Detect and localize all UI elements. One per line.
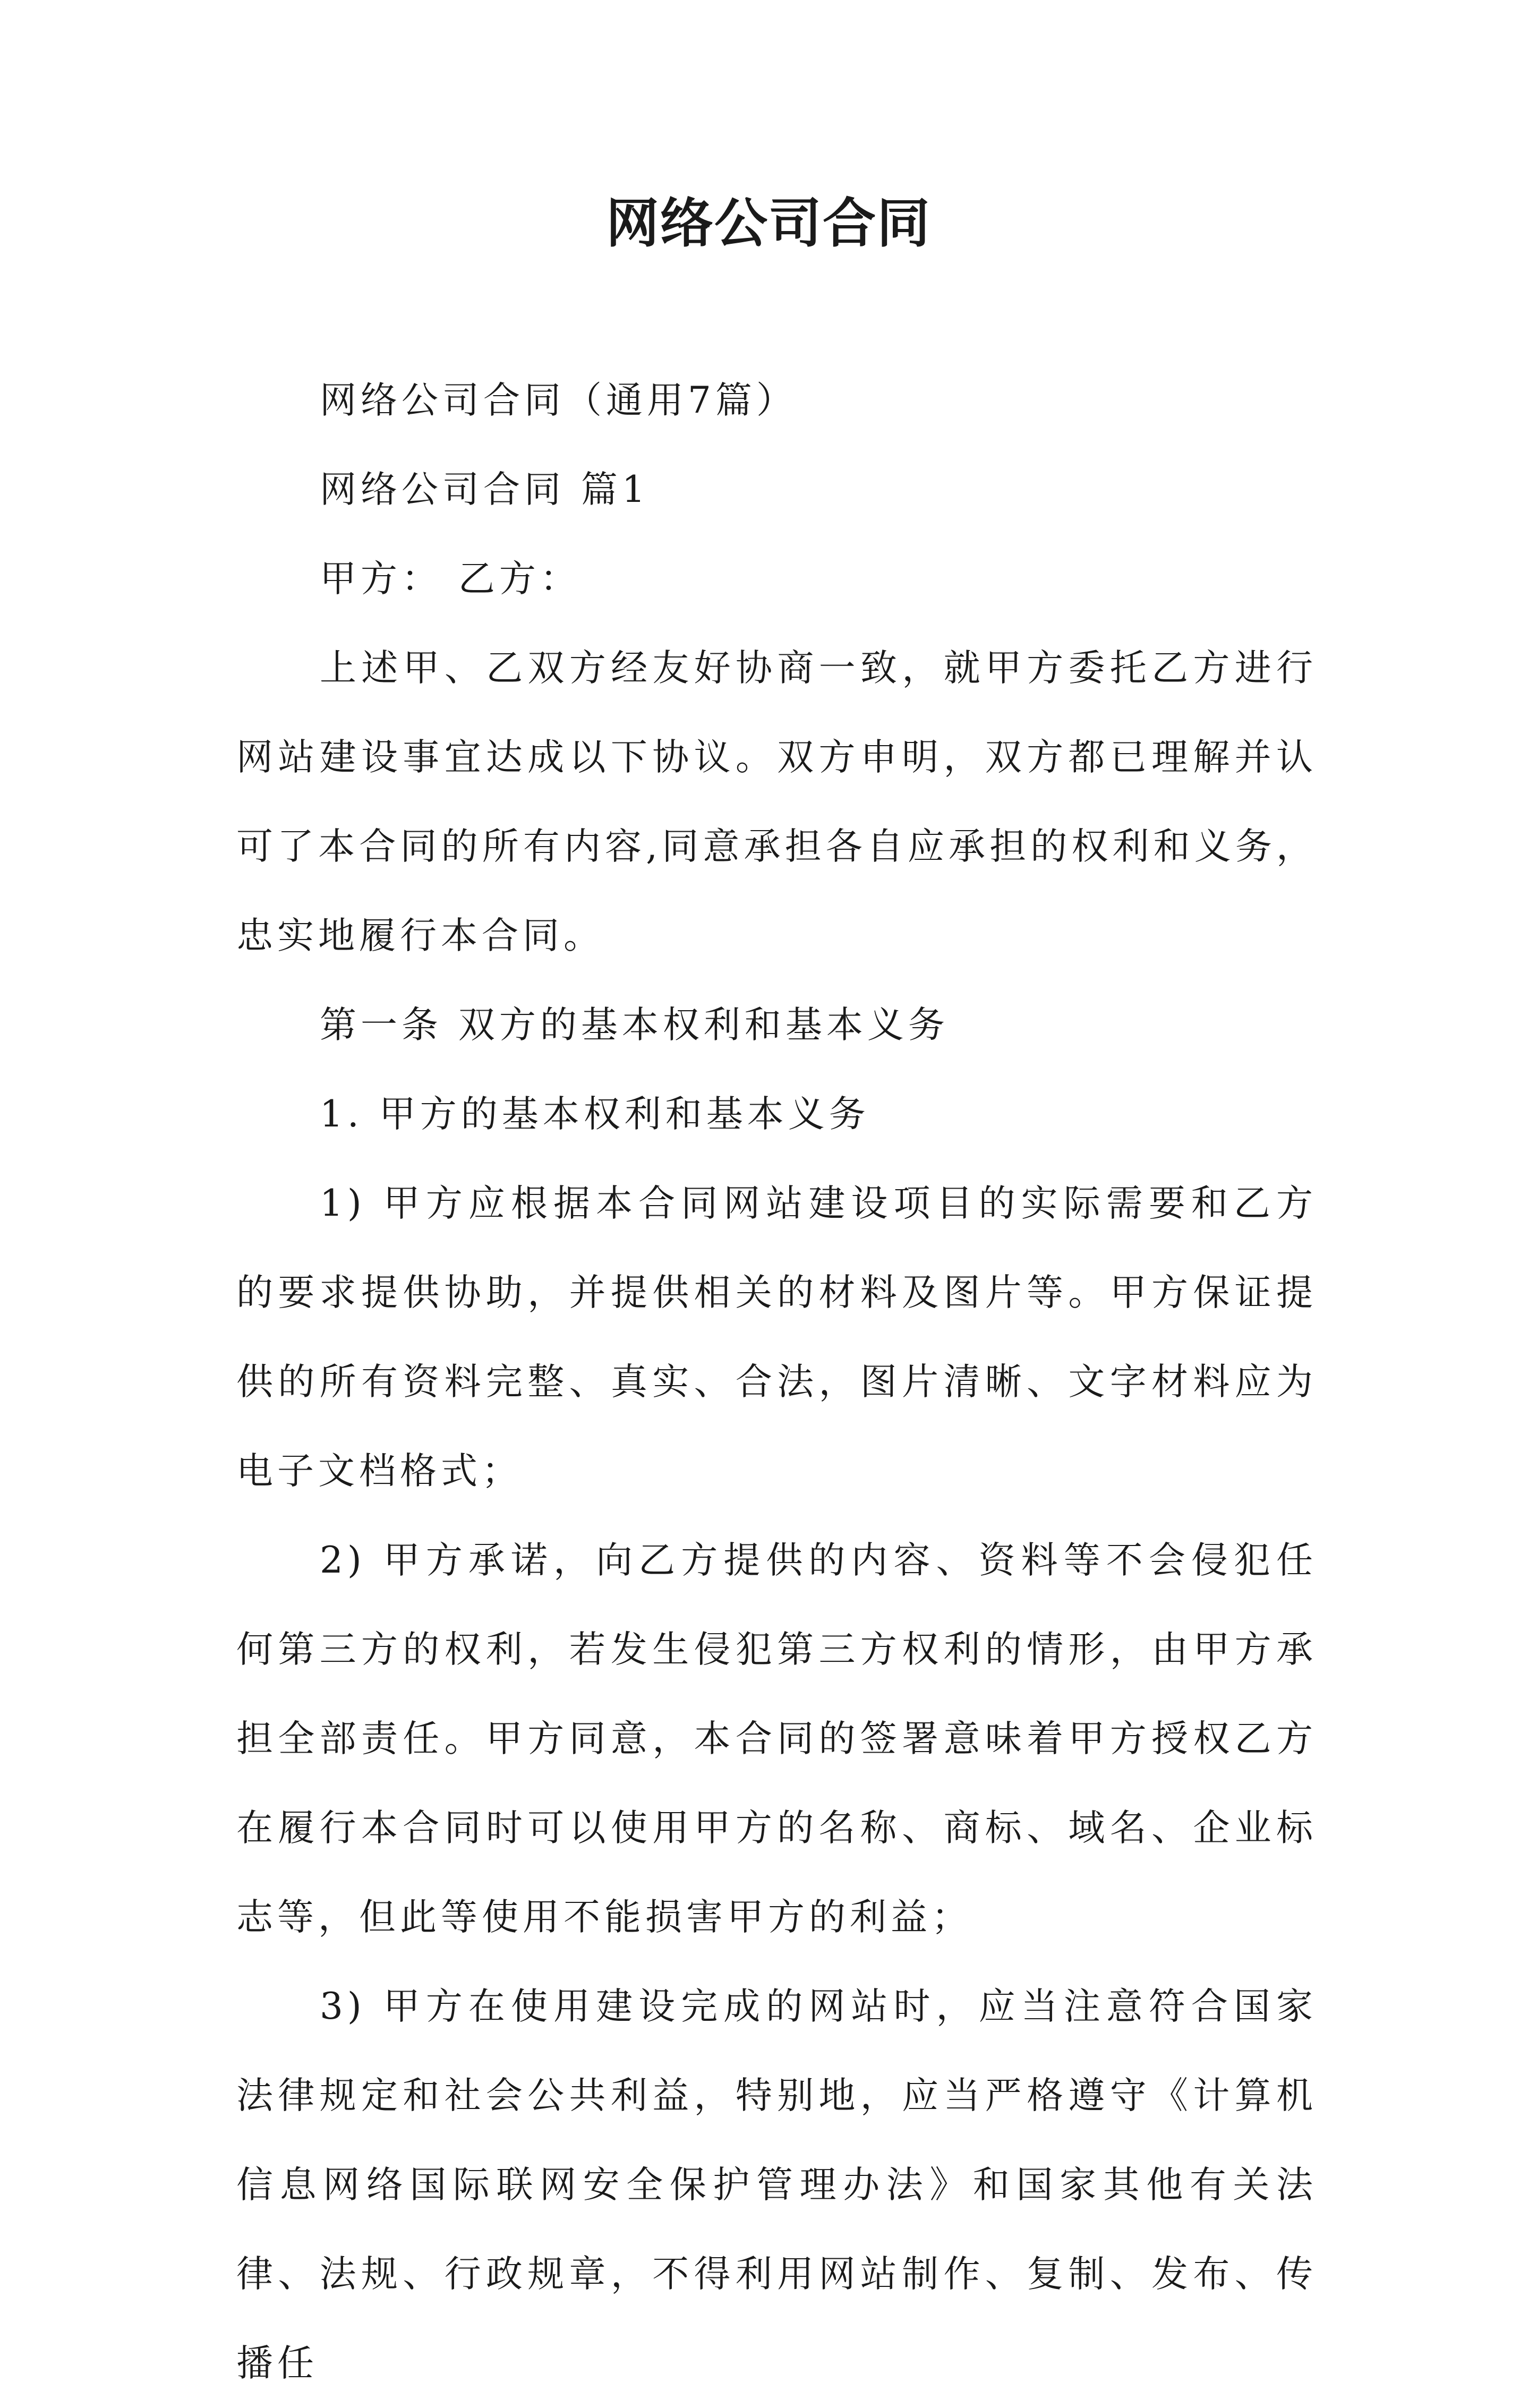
paragraph-article-1: 第一条 双方的基本权利和基本义务: [320, 1004, 949, 1046]
paragraph-item-1: 1) 甲方应根据本合同网站建设项目的实际需要和乙方的要求提供协助，并提供相关的材料及图片等。甲方保证提供的所有资料完整、真实、合法，图片清晰、文字材料应为电子文档格式；: [236, 1182, 1317, 1492]
paragraph-item-3: 3) 甲方在使用建设完成的网站时，应当注意符合国家法律规定和社会公共利益，特别地，应当严格遵守《计算机信息网络国际联网安全保护管理办法》和国家其他有关法律、法规、行政规章，不得利用网站制作、复制、发布、传播任: [236, 1985, 1317, 2385]
paragraph-item-2: 2) 甲方承诺，向乙方提供的内容、资料等不会侵犯任何第三方的权利，若发生侵犯第三方权利的情形，由甲方承担全部责任。甲方同意，本合同的签署意味着甲方授权乙方在履行本合同时可以使用甲方的名称、商标、域名、企业标志等，但此等使用不能损害甲方的利益；: [236, 1539, 1317, 1939]
paragraph-collection-title: 网络公司合同（通用7篇）: [320, 379, 797, 422]
paragraph-intro: 上述甲、乙双方经友好协商一致，就甲方委托乙方进行网站建设事宜达成以下协议。双方申明，双方都已理解并认可了本合同的所有内容,同意承担各自应承担的权利和义务，忠实地履行本合同。: [236, 647, 1317, 957]
document-body: [236, 356, 1317, 2408]
paragraph-parties: 甲方： 乙方：: [320, 558, 581, 600]
document-title: 网络公司合同: [606, 192, 931, 254]
paragraph-part-title: 网络公司合同 篇1: [320, 468, 650, 511]
paragraph-section-1: 1. 甲方的基本权利和基本义务: [320, 1093, 870, 1135]
